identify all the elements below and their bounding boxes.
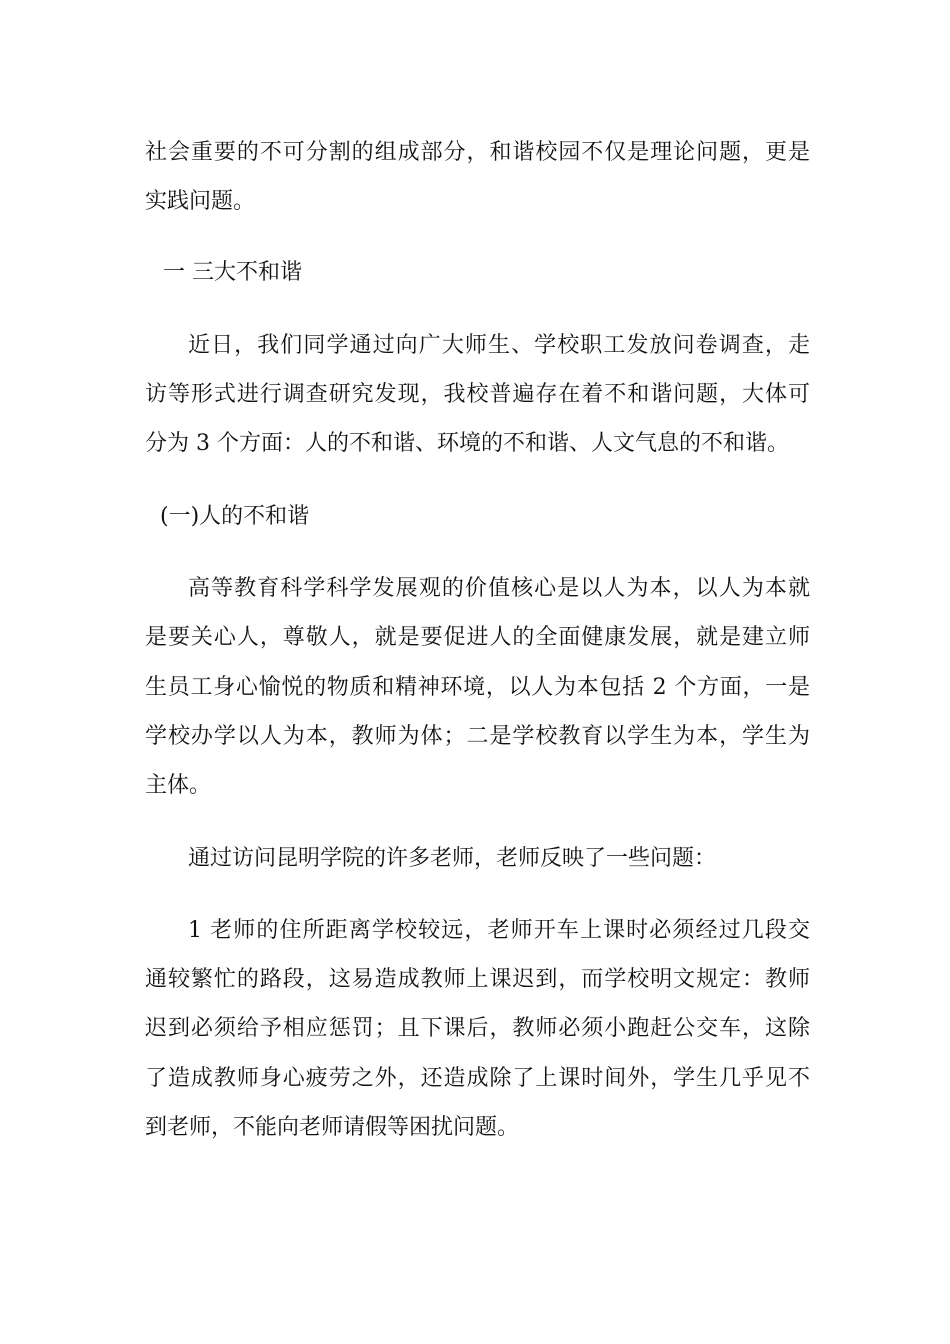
subsection-heading: (一)人的不和谐 (160, 504, 310, 529)
paragraph-line: 近日，我们同学通过向广大师生、学校职工发放问卷调查，走 (188, 333, 810, 358)
paragraph-line: 高等教育科学科学发展观的价值核心是以人为本，以人为本就 (188, 576, 810, 601)
section-heading: 一 三大不和谐 (163, 260, 302, 285)
paragraph-line: 生员工身心愉悦的物质和精神环境，以人为本包括 2 个方面，一是 (145, 675, 810, 700)
paragraph-line: 访等形式进行调查研究发现，我校普遍存在着不和谐问题，大体可 (145, 382, 810, 407)
paragraph-line: 到老师，不能向老师请假等困扰问题。 (145, 1115, 520, 1140)
paragraph-line: 通过访问昆明学院的许多老师，老师反映了一些问题： (188, 846, 717, 871)
paragraph-line: 实践问题。 (145, 189, 256, 214)
paragraph-line: 学校办学以人为本，教师为体；二是学校教育以学生为本，学生为 (145, 724, 810, 749)
paragraph-line: 分为 3 个方面：人的不和谐、环境的不和谐、人文气息的不和谐。 (145, 431, 789, 456)
paragraph-line: 主体。 (145, 773, 212, 798)
paragraph-line: 迟到必须给予相应惩罚；且下课后，教师必须小跑赶公交车，这除 (145, 1016, 810, 1041)
paragraph-line: 社会重要的不可分割的组成部分，和谐校园不仅是理论问题，更是 (145, 140, 810, 165)
paragraph-line: 了造成教师身心疲劳之外，还造成除了上课时间外，学生几乎见不 (145, 1066, 810, 1091)
paragraph-line: 通较繁忙的路段，这易造成教师上课迟到，而学校明文规定：教师 (145, 967, 810, 992)
paragraph-line: 是要关心人，尊敬人，就是要促进人的全面健康发展，就是建立师 (145, 625, 810, 650)
paragraph-line: 1 老师的住所距离学校较远，老师开车上课时必须经过几段交 (188, 918, 810, 943)
